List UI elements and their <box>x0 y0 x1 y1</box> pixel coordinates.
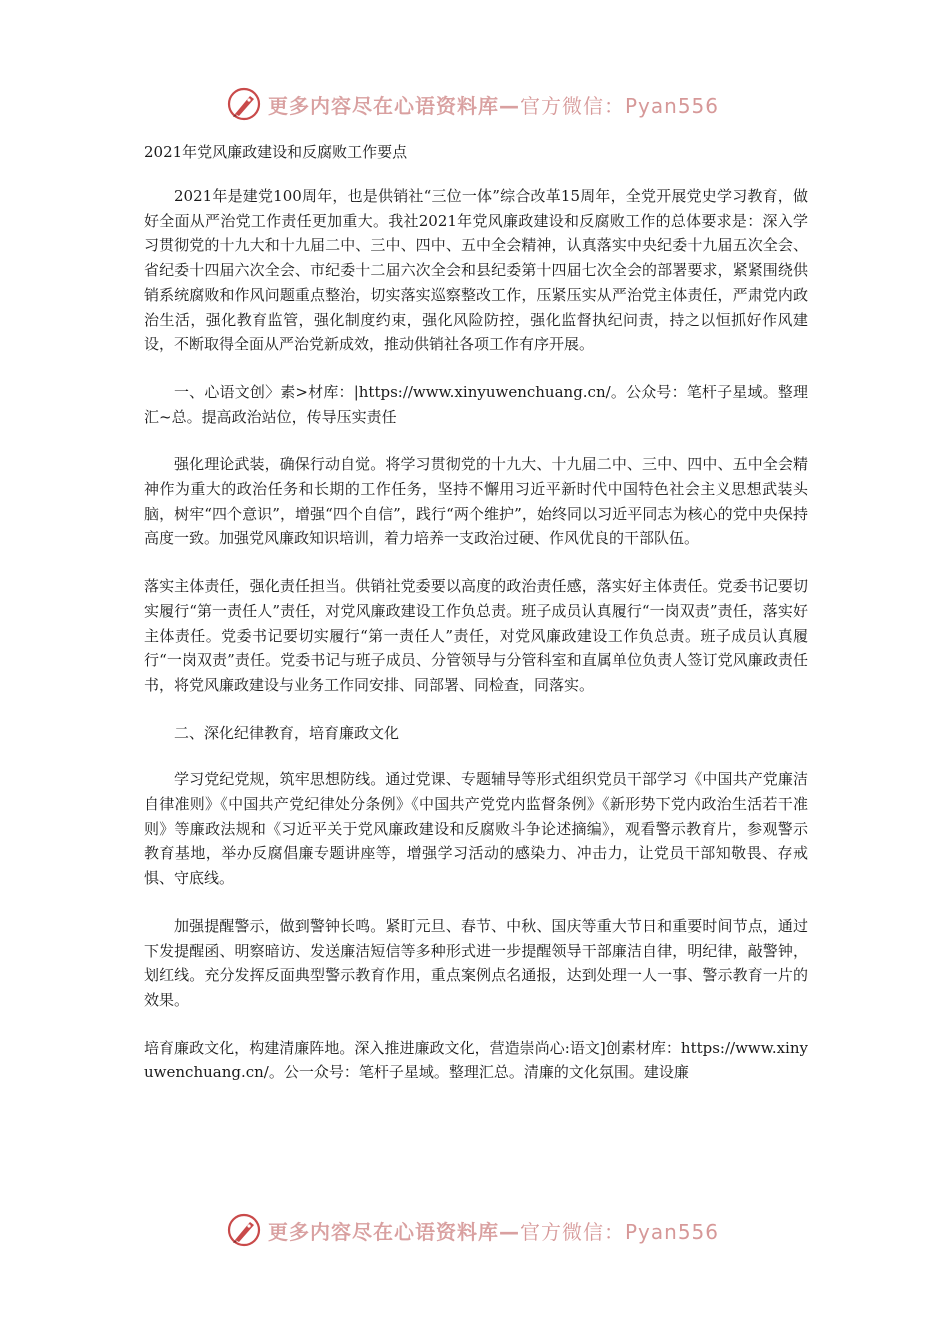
pen-nib-logo-icon <box>226 86 262 122</box>
paragraph-theory: 强化理论武装，确保行动自觉。将学习贯彻党的十九大、十九届二中、三中、四中、五中全会精神作为重大的政治任务和长期的工作任务，坚持不懈用习近平新时代中国特色社会主义思想武装头脑，树牢“四个意识”，增强“四个自信”，践行“两个维护”，始终同以习近平同志为核心的党中央保持高度一致。加强党风廉政知识培训，着力培养一支政治过硬、作风优良的干部队伍。 <box>144 455 808 548</box>
banner-wechat-id: Pyan556 <box>625 1219 720 1244</box>
paragraph-warning: 加强提醒警示，做到警钟长鸣。紧盯元旦、春节、中秋、国庆等重大节日和重要时间节点，通过下发提醒函、明察暗访、发送廉洁短信等多种形式进一步提醒领导干部廉洁自律，明纪律，敲警钟，划红线。充分发挥反面典型警示教育作用，重点案例点名通报，达到处理一人一事、警示教育一片的效果。 <box>144 916 808 1009</box>
banner-dash: — <box>499 93 520 118</box>
banner-wechat-label: 官方微信： <box>520 1219 625 1244</box>
banner-text <box>268 1216 719 1245</box>
paragraph-culture: 培育廉政文化，构建清廉阵地。深入推进廉政文化，营造崇尚心:语文]创素材库：https://www.xinyuwenchuang.cn/。公一众号：笔杆子星域。整理汇总。清廉的文化氛围。建设廉 <box>144 1038 808 1082</box>
paragraph-intro: 2021年是建党100周年，也是供销社“三位一体”综合改革15周年，全党开展党史学习教育，做好全面从严治党工作责任更加重大。我社2021年党风廉政建设和反腐败工作的总体要求是：深入学习贯彻党的十九大和十九届二中、三中、四中、五中全会精神，认真落实中央纪委十九届五次全会、省纪委十四届六次全会、市纪委十二届六次全会和县纪委第十四届七次全会的部署要求，紧紧围绕供销系统腐败和作风问题重点整治，切实落实巡察整改工作，压紧压实从严治党主体责任，严肃党内政治生活，强化教育监管，强化制度约束，强化风险防控，强化监督执纪问责，持之以恒抓好作风建设，不断取得全面从严治党新成效，推动供销社各项工作有序开展。 <box>144 187 808 354</box>
paragraph-discipline-study: 学习党纪党规，筑牢思想防线。通过党课、专题辅导等形式组织党员干部学习《中国共产党廉洁自律准则》《中国共产党纪律处分条例》《中国共产党党内监督条例》《新形势下党内政治生活若干准则》等廉政法规和《习近平关于党风廉政建设和反腐败斗争论述摘编》，观看警示教育片，参观警示教育基地，举办反腐倡廉专题讲座等，增强学习活动的感染力、冲击力，让党员干部知敬畏、存戒惧、守底线。 <box>144 770 808 888</box>
banner-wechat-label: 官方微信： <box>520 93 625 118</box>
section-heading-2: 二、深化纪律教育，培育廉政文化 <box>174 723 400 742</box>
paragraph-responsibility: 落实主体责任，强化责任担当。供销社党委要以高度的政治责任感，落实好主体责任。党委书记要切实履行“第一责任人”责任，对党风廉政建设工作负总责。班子成员认真履行“一岗双责”责任，落实好主体责任。党委书记要切实履行“第一责任人”责任，对党风廉政建设工作负总责。班子成员认真履行“一岗双责”责任。党委书记与班子成员、分管领导与分管科室和直属单位负责人签订党风廉政责任书，将党风廉政建设与业务工作同安排、同部署、同检查，同落实。 <box>144 577 808 694</box>
footer-watermark-banner <box>226 1210 746 1250</box>
banner-dash: — <box>499 1219 520 1244</box>
banner-brand-text: 更多内容尽在心语资料库 <box>268 93 499 118</box>
document-body <box>144 140 808 1108</box>
banner-wechat-id: Pyan556 <box>625 93 720 118</box>
document-title: 2021年党风廉政建设和反腐败工作要点 <box>144 143 408 161</box>
pen-nib-logo-icon <box>226 1212 262 1248</box>
banner-brand-text: 更多内容尽在心语资料库 <box>268 1219 499 1244</box>
header-watermark-banner <box>226 84 746 124</box>
banner-text <box>268 90 719 119</box>
section-heading-1: 一、心语文创〉素>材库：|https://www.xinyuwenchuang.cn/。公众号：笔杆子星域。整理汇~总。提高政治站位，传导压实责任 <box>144 382 808 426</box>
